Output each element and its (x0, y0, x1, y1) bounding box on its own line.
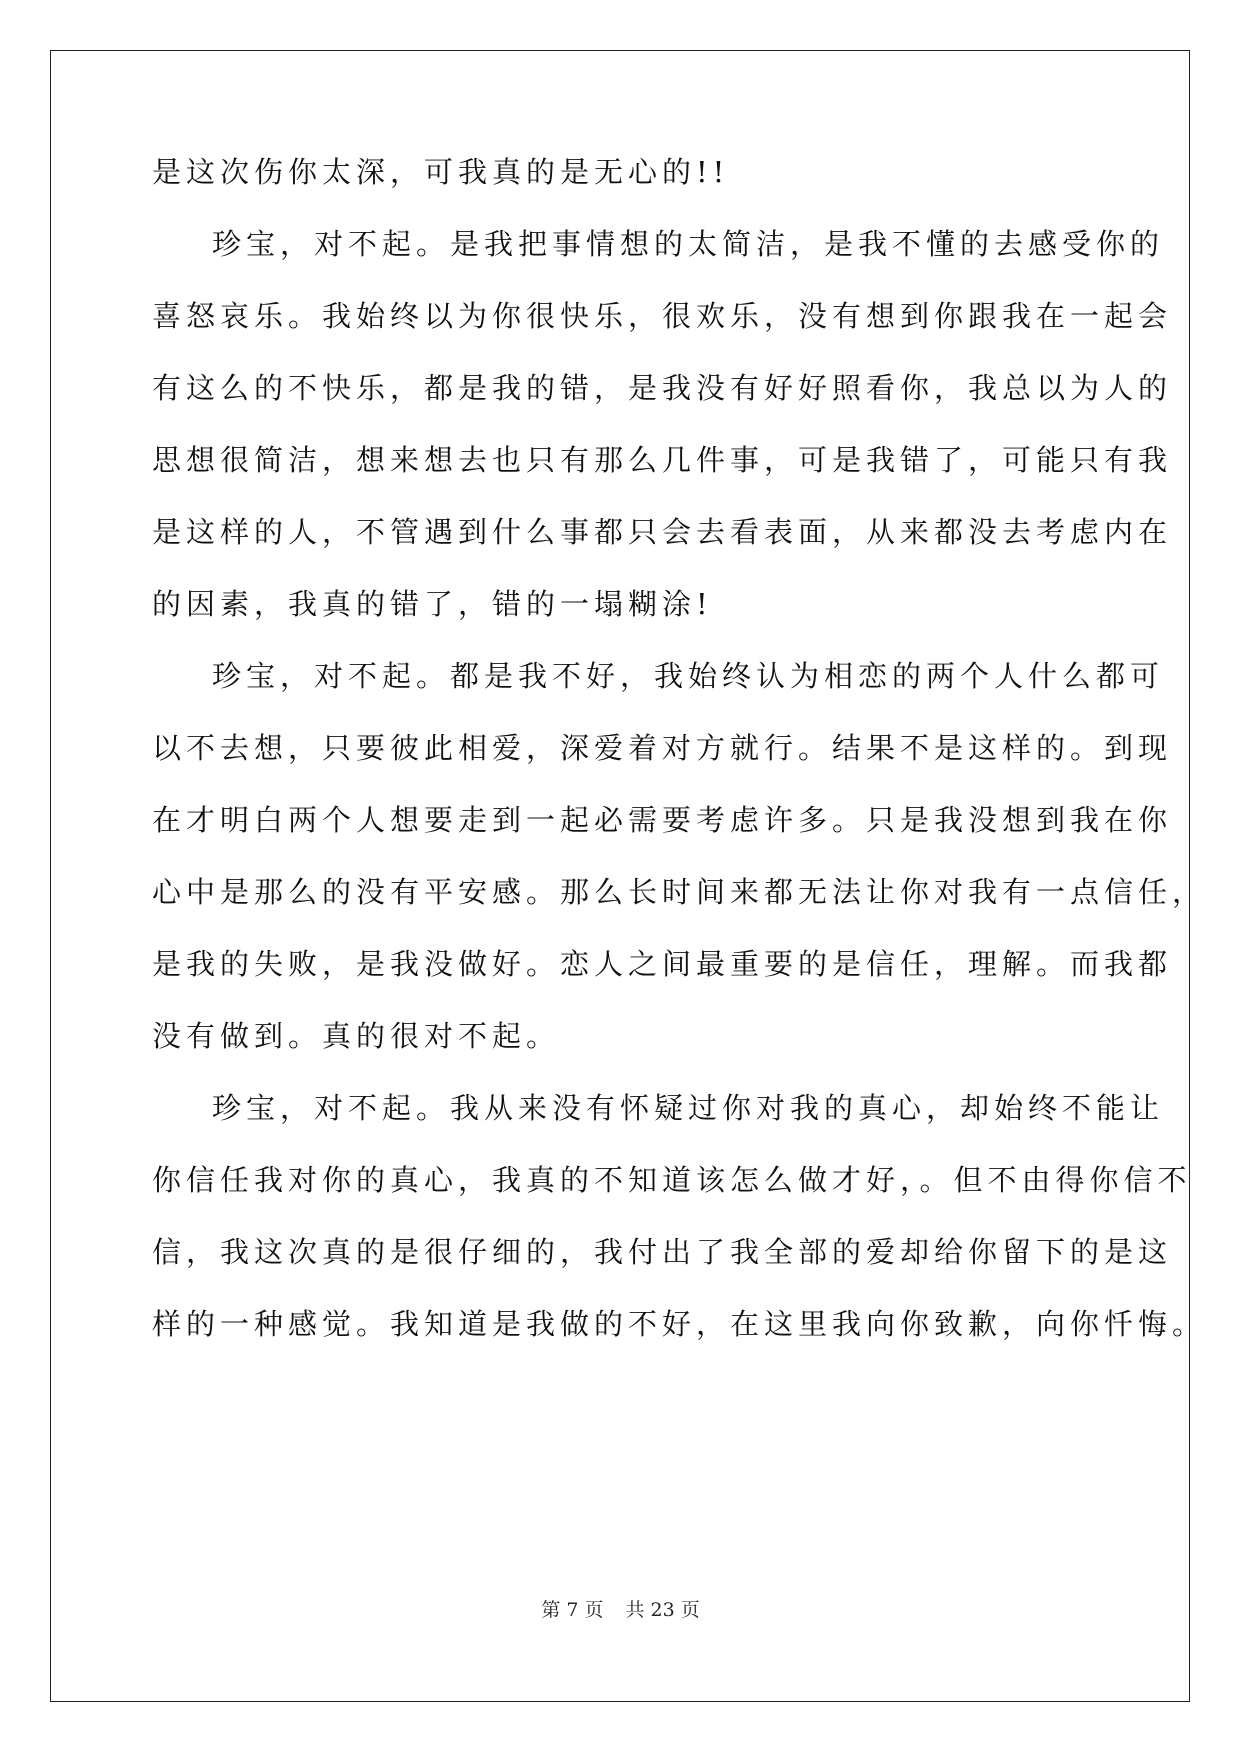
text-line: 你信任我对你的真心，我真的不知道该怎么做才好，。但不由得你信不 (152, 1163, 1192, 1197)
paragraph-start-line: 珍宝，对不起。都是我不好，我始终认为相恋的两个人什么都可 (212, 659, 1165, 693)
paragraph-start-line: 珍宝，对不起。我从来没有怀疑过你对我的真心，却始终不能让 (212, 1091, 1165, 1125)
text-line: 是我的失败，是我没做好。恋人之间最重要的是信任，理解。而我都 (152, 947, 1173, 981)
text-line: 是这次伤你太深，可我真的是无心的!! (152, 155, 730, 189)
paragraph-start-line: 珍宝，对不起。是我把事情想的太简洁，是我不懂的去感受你的 (212, 227, 1165, 261)
text-line: 是这样的人，不管遇到什么事都只会去看表面，从来都没去考虑内在 (152, 515, 1173, 549)
text-line: 在才明白两个人想要走到一起必需要考虑许多。只是我没想到我在你 (152, 803, 1173, 837)
text-line: 思想很简洁，想来想去也只有那么几件事，可是我错了，可能只有我 (152, 443, 1173, 477)
page-total: 共 23 页 (625, 1599, 700, 1621)
text-line: 信，我这次真的是很仔细的，我付出了我全部的爱却给你留下的是这 (152, 1235, 1173, 1269)
page-footer (0, 1597, 1241, 1623)
text-line: 没有做到。真的很对不起。 (152, 1019, 561, 1053)
page-number: 第 7 页 (541, 1599, 604, 1621)
text-line: 心中是那么的没有平安感。那么长时间来都无法让你对我有一点信任， (152, 875, 1207, 909)
text-line: 以不去想，只要彼此相爱，深爱着对方就行。结果不是这样的。到现 (152, 731, 1173, 765)
text-line: 喜怒哀乐。我始终以为你很快乐，很欢乐，没有想到你跟我在一起会 (152, 299, 1173, 333)
text-line: 的因素，我真的错了，错的一塌糊涂! (152, 587, 713, 621)
text-line: 样的一种感觉。我知道是我做的不好，在这里我向你致歉，向你忏悔。 (152, 1307, 1207, 1341)
text-line: 有这么的不快乐，都是我的错，是我没有好好照看你，我总以为人的 (152, 371, 1173, 405)
